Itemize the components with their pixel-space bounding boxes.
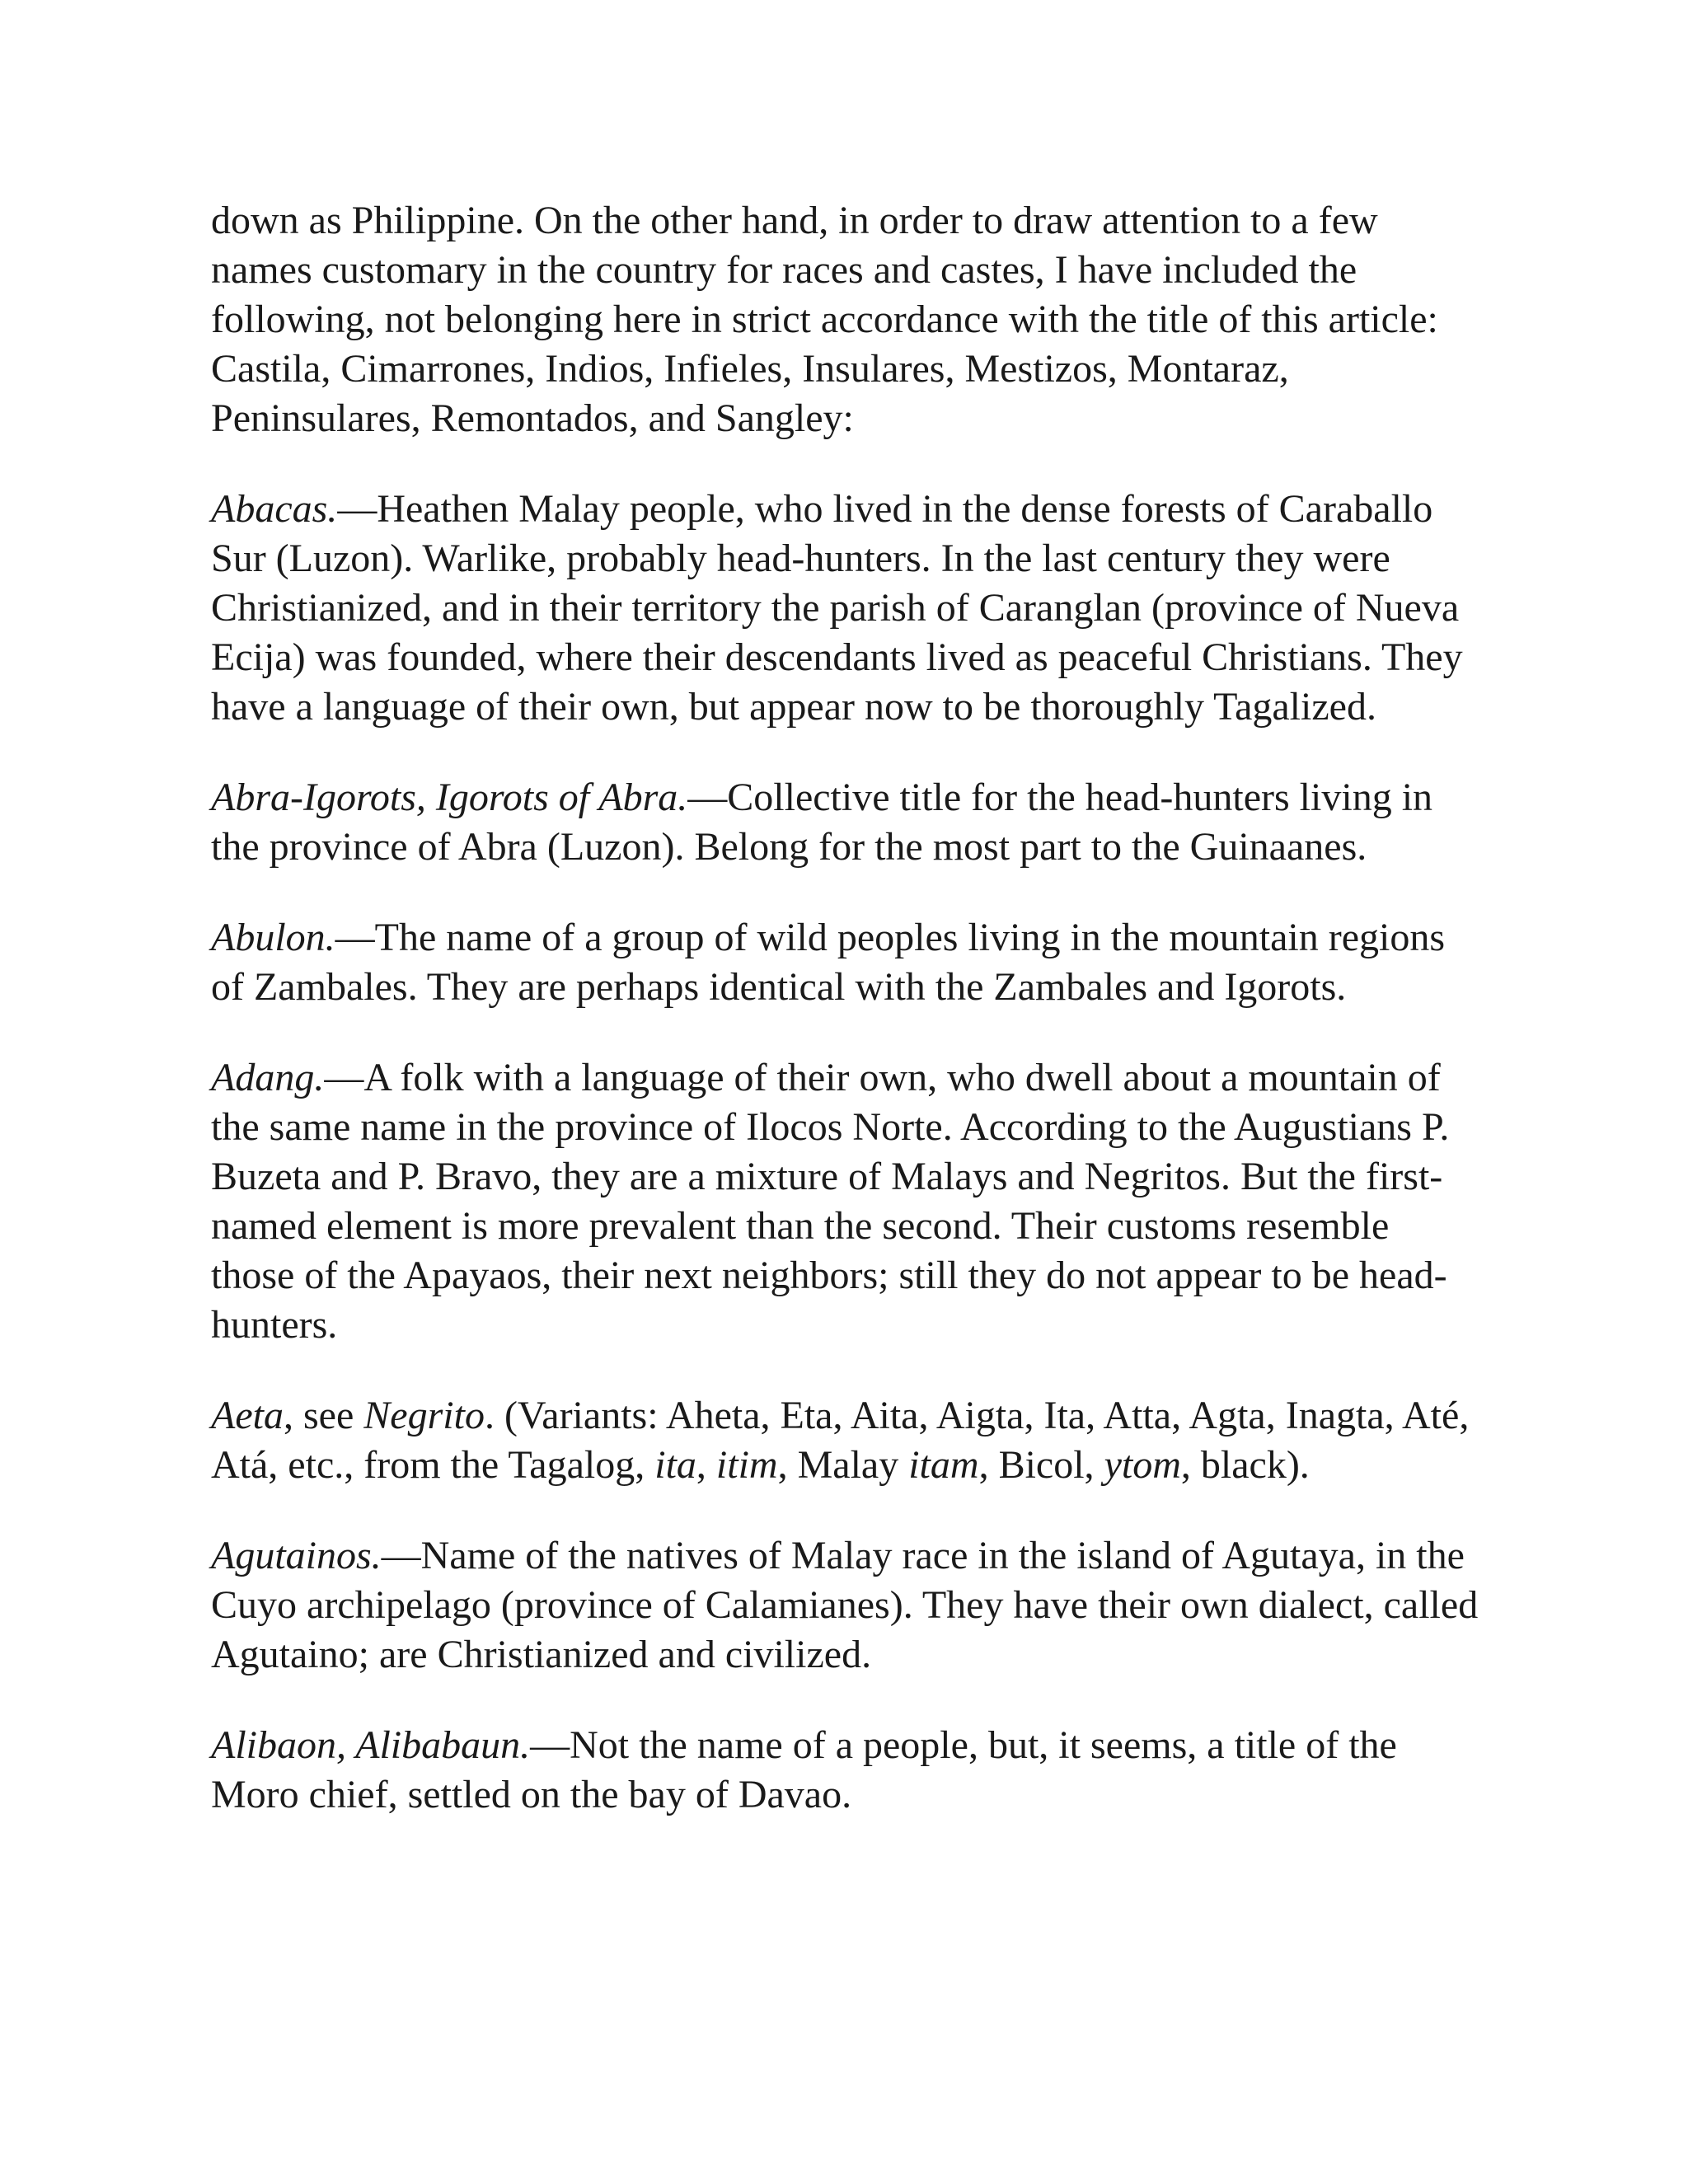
entry-term: Aeta [211, 1394, 284, 1437]
intro-paragraph [211, 196, 1480, 443]
entry-text: —Heathen Malay people, who lived in the dense forests of Caraballo Sur (Luzon). Warlike, probably head-hunters. In the last century they were Christianized, and in their territory the parish of Caranglan (province of Nueva Ecija) was founded, where their descendants lived as peaceful Christians. They have a language of their own, but appear now to be thoroughly Tagalized. [211, 487, 1463, 729]
intro-text: down as Philippine. On the other hand, in order to draw attention to a few names customary in the country for races and castes, I have included the following, not belonging here in strict accordance with the title of this article: Castila, Cimarrones, Indios, Infieles, Insulares, Mestizos, Montaraz, Peninsulares, Remontados, and Sangley: [211, 199, 1438, 440]
entry-term: Abulon. [211, 916, 335, 959]
entry-text: —Name of the natives of Malay race in the island of Agutaya, in the Cuyo archipelago (province of Calamianes). They have their own dialect, called Agutaino; are Christianized and civilized. [211, 1534, 1479, 1676]
entry-sep: , black). [1180, 1443, 1310, 1487]
entry-adang [211, 1053, 1480, 1350]
entry-text: —The name of a group of wild peoples living in the mountain regions of Zambales. They are perhaps identical with the Zambales and Igorots. [211, 916, 1446, 1009]
entry-term: Adang. [211, 1056, 325, 1099]
entry-sep: , Bicol, [978, 1443, 1104, 1487]
document-page [211, 196, 1480, 1820]
entry-text: —A folk with a language of their own, who dwell about a mountain of the same name in the province of Ilocos Norte. According to the Augustians P. Buzeta and P. Bravo, they are a mixture of Malays and Negritos. But the first-named element is more prevalent than the second. Their customs resemble those of the Apayaos, their next neighbors; still they do not appear to be head-hunters. [211, 1056, 1450, 1347]
entry-term: Agutainos. [211, 1534, 382, 1577]
entry-abra-igorots [211, 773, 1480, 872]
entry-word-ita: ita [654, 1443, 696, 1487]
entry-text: —Not the name of a people, but, it seems, a title of the Moro chief, settled on the bay of Davao. [211, 1723, 1397, 1816]
entry-text: —Collective title for the head-hunters living in the province of Abra (Luzon). Belong for the most part to the Guinaanes. [211, 776, 1433, 869]
entry-abulon [211, 913, 1480, 1012]
entry-see: , see [283, 1394, 364, 1437]
entry-aeta [211, 1391, 1480, 1490]
entry-agutainos [211, 1531, 1480, 1680]
entry-term: Alibaon, Alibabaun. [211, 1723, 531, 1767]
entry-word-itim: itim [715, 1443, 778, 1487]
entry-word-itam: itam [908, 1443, 979, 1487]
entry-text: . (Variants: Aheta, Eta, Aita, Aigta, Ita, Atta, Agta, Inagta, Até, Atá, etc., from the Tagalog, [211, 1394, 1470, 1487]
entry-abacas [211, 485, 1480, 732]
entry-sep: , Malay [777, 1443, 909, 1487]
entry-word-ytom: ytom [1104, 1443, 1181, 1487]
entry-sep: , [696, 1443, 716, 1487]
entry-term: Abra-Igorots, Igorots of Abra. [211, 776, 688, 819]
entry-see-term: Negrito [363, 1394, 485, 1437]
entry-term: Abacas. [211, 487, 338, 531]
entry-alibaon [211, 1721, 1480, 1820]
